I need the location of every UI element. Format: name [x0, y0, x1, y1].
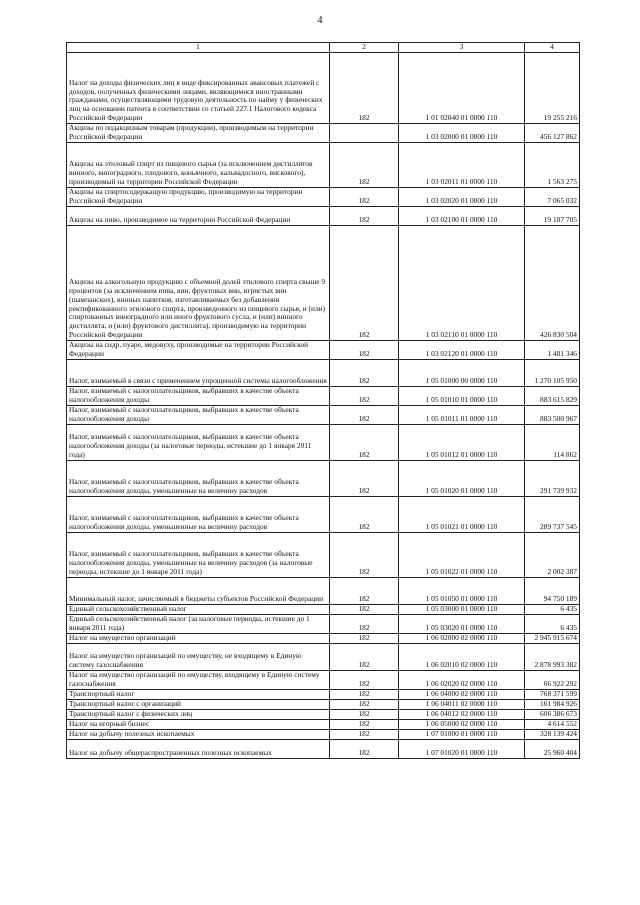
admin-code-cell: 182 [330, 729, 399, 739]
amount-cell: 456 127 862 [525, 123, 580, 142]
admin-code-cell: 182 [330, 386, 399, 405]
budget-code-cell: 1 03 02110 01 0000 110 [399, 225, 525, 340]
budget-code-cell: 1 05 01050 01 0000 110 [399, 577, 525, 604]
budget-code-cell: 1 03 02120 01 0000 110 [399, 340, 525, 359]
budget-code-cell: 1 05 01021 01 0000 110 [399, 496, 525, 532]
admin-code-cell: 182 [330, 496, 399, 532]
budget-code-cell: 1 05 01022 01 0000 110 [399, 532, 525, 577]
tax-name-cell: Транспортный налог с организаций [67, 699, 330, 709]
revenue-table [66, 42, 580, 759]
admin-code-cell: 182 [330, 670, 399, 689]
tax-name-cell: Акцизы на этиловый спирт из пищевого сырья (за исключением дистиллятов винного, виноградного, плодового, коньячного, кальвадосного, вискового), производимый на территории Российской Федерации [67, 142, 330, 187]
table-row [67, 614, 580, 633]
admin-code-cell: 182 [330, 340, 399, 359]
tax-name-cell: Акцизы на пиво, производимое на территории Российской Федерации [67, 206, 330, 225]
admin-code-cell: 182 [330, 405, 399, 424]
table-row [67, 739, 580, 758]
tax-name-cell: Акцизы на алкогольную продукцию с объемной долей этилового спирта свыше 9 процентов (за исключением пива, вин, фруктовых вин, игристых вин (шампанских), винных напитков, изготавливаемых без добавления ректификованного этилового спирта, произведенного из пищевого сырья, и (или) спиртованных виноградного или иного фруктового сусла, и (или) винного дистиллята, и (или) фруктового дистиллята), производимую на территории Российской Федерации [67, 225, 330, 340]
budget-code-cell: 1 05 03000 01 0000 110 [399, 604, 525, 614]
table-body [67, 52, 580, 758]
amount-cell: 19 255 216 [525, 52, 580, 123]
admin-code-cell: 182 [330, 719, 399, 729]
admin-code-cell: 182 [330, 739, 399, 758]
amount-cell: 1 563 275 [525, 142, 580, 187]
amount-cell: 25 960 404 [525, 739, 580, 758]
amount-cell: 289 737 545 [525, 496, 580, 532]
tax-name-cell: Налог, взимаемый в связи с применением упрощенной системы налогообложения [67, 359, 330, 386]
table-row [67, 689, 580, 699]
budget-code-cell: 1 03 02000 01 0000 110 [399, 123, 525, 142]
amount-cell: 66 922 292 [525, 670, 580, 689]
amount-cell: 1 270 105 950 [525, 359, 580, 386]
amount-cell: 328 139 424 [525, 729, 580, 739]
tax-name-cell: Налог, взимаемый с налогоплательщиков, выбравших в качестве объекта налогообложения доходы [67, 405, 330, 424]
budget-code-cell: 1 06 02010 02 0000 110 [399, 643, 525, 670]
tax-name-cell: Минимальный налог, зачисляемый в бюджеты субъектов Российской Федерации [67, 577, 330, 604]
budget-code-cell: 1 01 02040 01 0000 110 [399, 52, 525, 123]
budget-code-cell: 1 03 02011 01 0000 110 [399, 142, 525, 187]
tax-name-cell: Налог на добычу общераспространенных полезных ископаемых [67, 739, 330, 758]
table-row [67, 633, 580, 643]
tax-name-cell: Транспортный налог [67, 689, 330, 699]
table-row [67, 424, 580, 460]
amount-cell: 6 435 [525, 614, 580, 633]
table-header [67, 43, 580, 53]
admin-code-cell: 182 [330, 699, 399, 709]
amount-cell: 426 830 504 [525, 225, 580, 340]
table-row [67, 340, 580, 359]
amount-cell: 2 878 993 382 [525, 643, 580, 670]
amount-cell: 606 386 673 [525, 709, 580, 719]
tax-name-cell: Акцизы по подакцизным товарам (продукции), производимым на территории Российской Федерации [67, 123, 330, 142]
admin-code-cell: 182 [330, 225, 399, 340]
page-number: 4 [317, 15, 323, 26]
budget-code-cell: 1 05 01012 01 0000 110 [399, 424, 525, 460]
tax-name-cell: Налог на доходы физических лиц в виде фиксированных авансовых платежей с доходов, полученных физическими лицами, являющимися иностранными гражданами, осуществляющими трудовую деятельность по найму у физических лиц на основании патента в соответствии со статьей 227.1 Налогового кодекса Российской Федерации [67, 52, 330, 123]
amount-cell: 291 739 932 [525, 460, 580, 496]
budget-code-cell: 1 05 03020 01 0000 110 [399, 614, 525, 633]
budget-code-cell: 1 06 02000 02 0000 110 [399, 633, 525, 643]
admin-code-cell: 182 [330, 532, 399, 577]
admin-code-cell: 182 [330, 709, 399, 719]
admin-code-cell: 182 [330, 643, 399, 670]
admin-code-cell: 182 [330, 633, 399, 643]
admin-code-cell: 182 [330, 187, 399, 206]
table-row [67, 699, 580, 709]
table-row [67, 729, 580, 739]
budget-code-cell: 1 06 05000 02 0000 110 [399, 719, 525, 729]
admin-code-cell: 182 [330, 689, 399, 699]
table-row [67, 52, 580, 123]
admin-code-cell: 182 [330, 424, 399, 460]
amount-cell: 7 065 032 [525, 187, 580, 206]
table-row [67, 670, 580, 689]
budget-code-cell: 1 03 02020 01 0000 110 [399, 187, 525, 206]
budget-code-cell: 1 06 04011 02 0000 110 [399, 699, 525, 709]
tax-name-cell: Акцизы на спиртосодержащую продукцию, производимую на территории Российской Федерации [67, 187, 330, 206]
amount-cell: 114 862 [525, 424, 580, 460]
admin-code-cell: 182 [330, 460, 399, 496]
budget-code-cell: 1 07 01020 01 0000 110 [399, 739, 525, 758]
admin-code-cell: 182 [330, 52, 399, 123]
amount-cell: 161 984 926 [525, 699, 580, 709]
tax-name-cell: Налог на игорный бизнес [67, 719, 330, 729]
table-row [67, 225, 580, 340]
table-row [67, 496, 580, 532]
table-row [67, 187, 580, 206]
tax-name-cell: Транспортный налог с физических лиц [67, 709, 330, 719]
budget-code-cell: 1 07 01000 01 0000 110 [399, 729, 525, 739]
budget-code-cell: 1 05 01000 00 0000 110 [399, 359, 525, 386]
tax-name-cell: Налог, взимаемый с налогоплательщиков, выбравших в качестве объекта налогообложения доходы, уменьшенные на величину расходов [67, 460, 330, 496]
amount-cell: 2 002 387 [525, 532, 580, 577]
header-row [67, 43, 580, 53]
table-row [67, 604, 580, 614]
budget-code-cell: 1 05 01020 01 0000 110 [399, 460, 525, 496]
table-row [67, 577, 580, 604]
budget-code-cell: 1 03 02100 01 0000 110 [399, 206, 525, 225]
tax-name-cell: Единый сельскохозяйственный налог (за налоговые периоды, истекшие до 1 января 2011 года) [67, 614, 330, 633]
table-row [67, 405, 580, 424]
table-row [67, 142, 580, 187]
budget-code-cell: 1 05 01010 01 0000 110 [399, 386, 525, 405]
amount-cell: 6 435 [525, 604, 580, 614]
header-col-2: 2 [330, 43, 399, 53]
header-col-4: 4 [525, 43, 580, 53]
header-col-3: 3 [399, 43, 525, 53]
tax-name-cell: Налог, взимаемый с налогоплательщиков, выбравших в качестве объекта налогообложения доходы, уменьшенные на величину расходов [67, 496, 330, 532]
tax-name-cell: Налог на имущество организаций по имуществу, входящему в Единую систему газоснабжения [67, 670, 330, 689]
amount-cell: 94 750 189 [525, 577, 580, 604]
admin-code-cell [330, 123, 399, 142]
budget-code-cell: 1 06 04012 02 0000 110 [399, 709, 525, 719]
amount-cell: 19 187 705 [525, 206, 580, 225]
tax-name-cell: Акцизы на сидр, пуаре, медовуху, производимые на территории Российской Федерации [67, 340, 330, 359]
table-row [67, 123, 580, 142]
table-row [67, 709, 580, 719]
tax-name-cell: Налог на имущество организаций [67, 633, 330, 643]
table-row [67, 532, 580, 577]
tax-name-cell: Налог, взимаемый с налогоплательщиков, выбравших в качестве объекта налогообложения доходы, уменьшенные на величину расходов (за налоговые периоды, истекшие до 1 января 2011 года) [67, 532, 330, 577]
table-row [67, 206, 580, 225]
budget-code-cell: 1 06 02020 02 0000 110 [399, 670, 525, 689]
tax-name-cell: Налог, взимаемый с налогоплательщиков, выбравших в качестве объекта налогообложения доходы (за налоговые периоды, истекшие до 1 января 2011 года) [67, 424, 330, 460]
table-row [67, 719, 580, 729]
table-row [67, 643, 580, 670]
budget-code-cell: 1 06 04000 02 0000 110 [399, 689, 525, 699]
amount-cell: 768 371 599 [525, 689, 580, 699]
table-row [67, 386, 580, 405]
amount-cell: 2 945 915 674 [525, 633, 580, 643]
budget-code-cell: 1 05 01011 01 0000 110 [399, 405, 525, 424]
admin-code-cell: 182 [330, 359, 399, 386]
amount-cell: 883 615 829 [525, 386, 580, 405]
tax-name-cell: Налог, взимаемый с налогоплательщиков, выбравших в качестве объекта налогообложения доходы [67, 386, 330, 405]
amount-cell: 4 614 552 [525, 719, 580, 729]
tax-name-cell: Налог на имущество организаций по имуществу, не входящему в Единую систему газоснабжения [67, 643, 330, 670]
header-col-1: 1 [67, 43, 330, 53]
admin-code-cell: 182 [330, 142, 399, 187]
tax-name-cell: Единый сельскохозяйственный налог [67, 604, 330, 614]
admin-code-cell: 182 [330, 604, 399, 614]
tax-name-cell: Налог на добычу полезных ископаемых [67, 729, 330, 739]
admin-code-cell: 182 [330, 206, 399, 225]
table-row [67, 460, 580, 496]
amount-cell: 883 500 967 [525, 405, 580, 424]
amount-cell: 1 481 346 [525, 340, 580, 359]
table-row [67, 359, 580, 386]
admin-code-cell: 182 [330, 577, 399, 604]
admin-code-cell: 182 [330, 614, 399, 633]
